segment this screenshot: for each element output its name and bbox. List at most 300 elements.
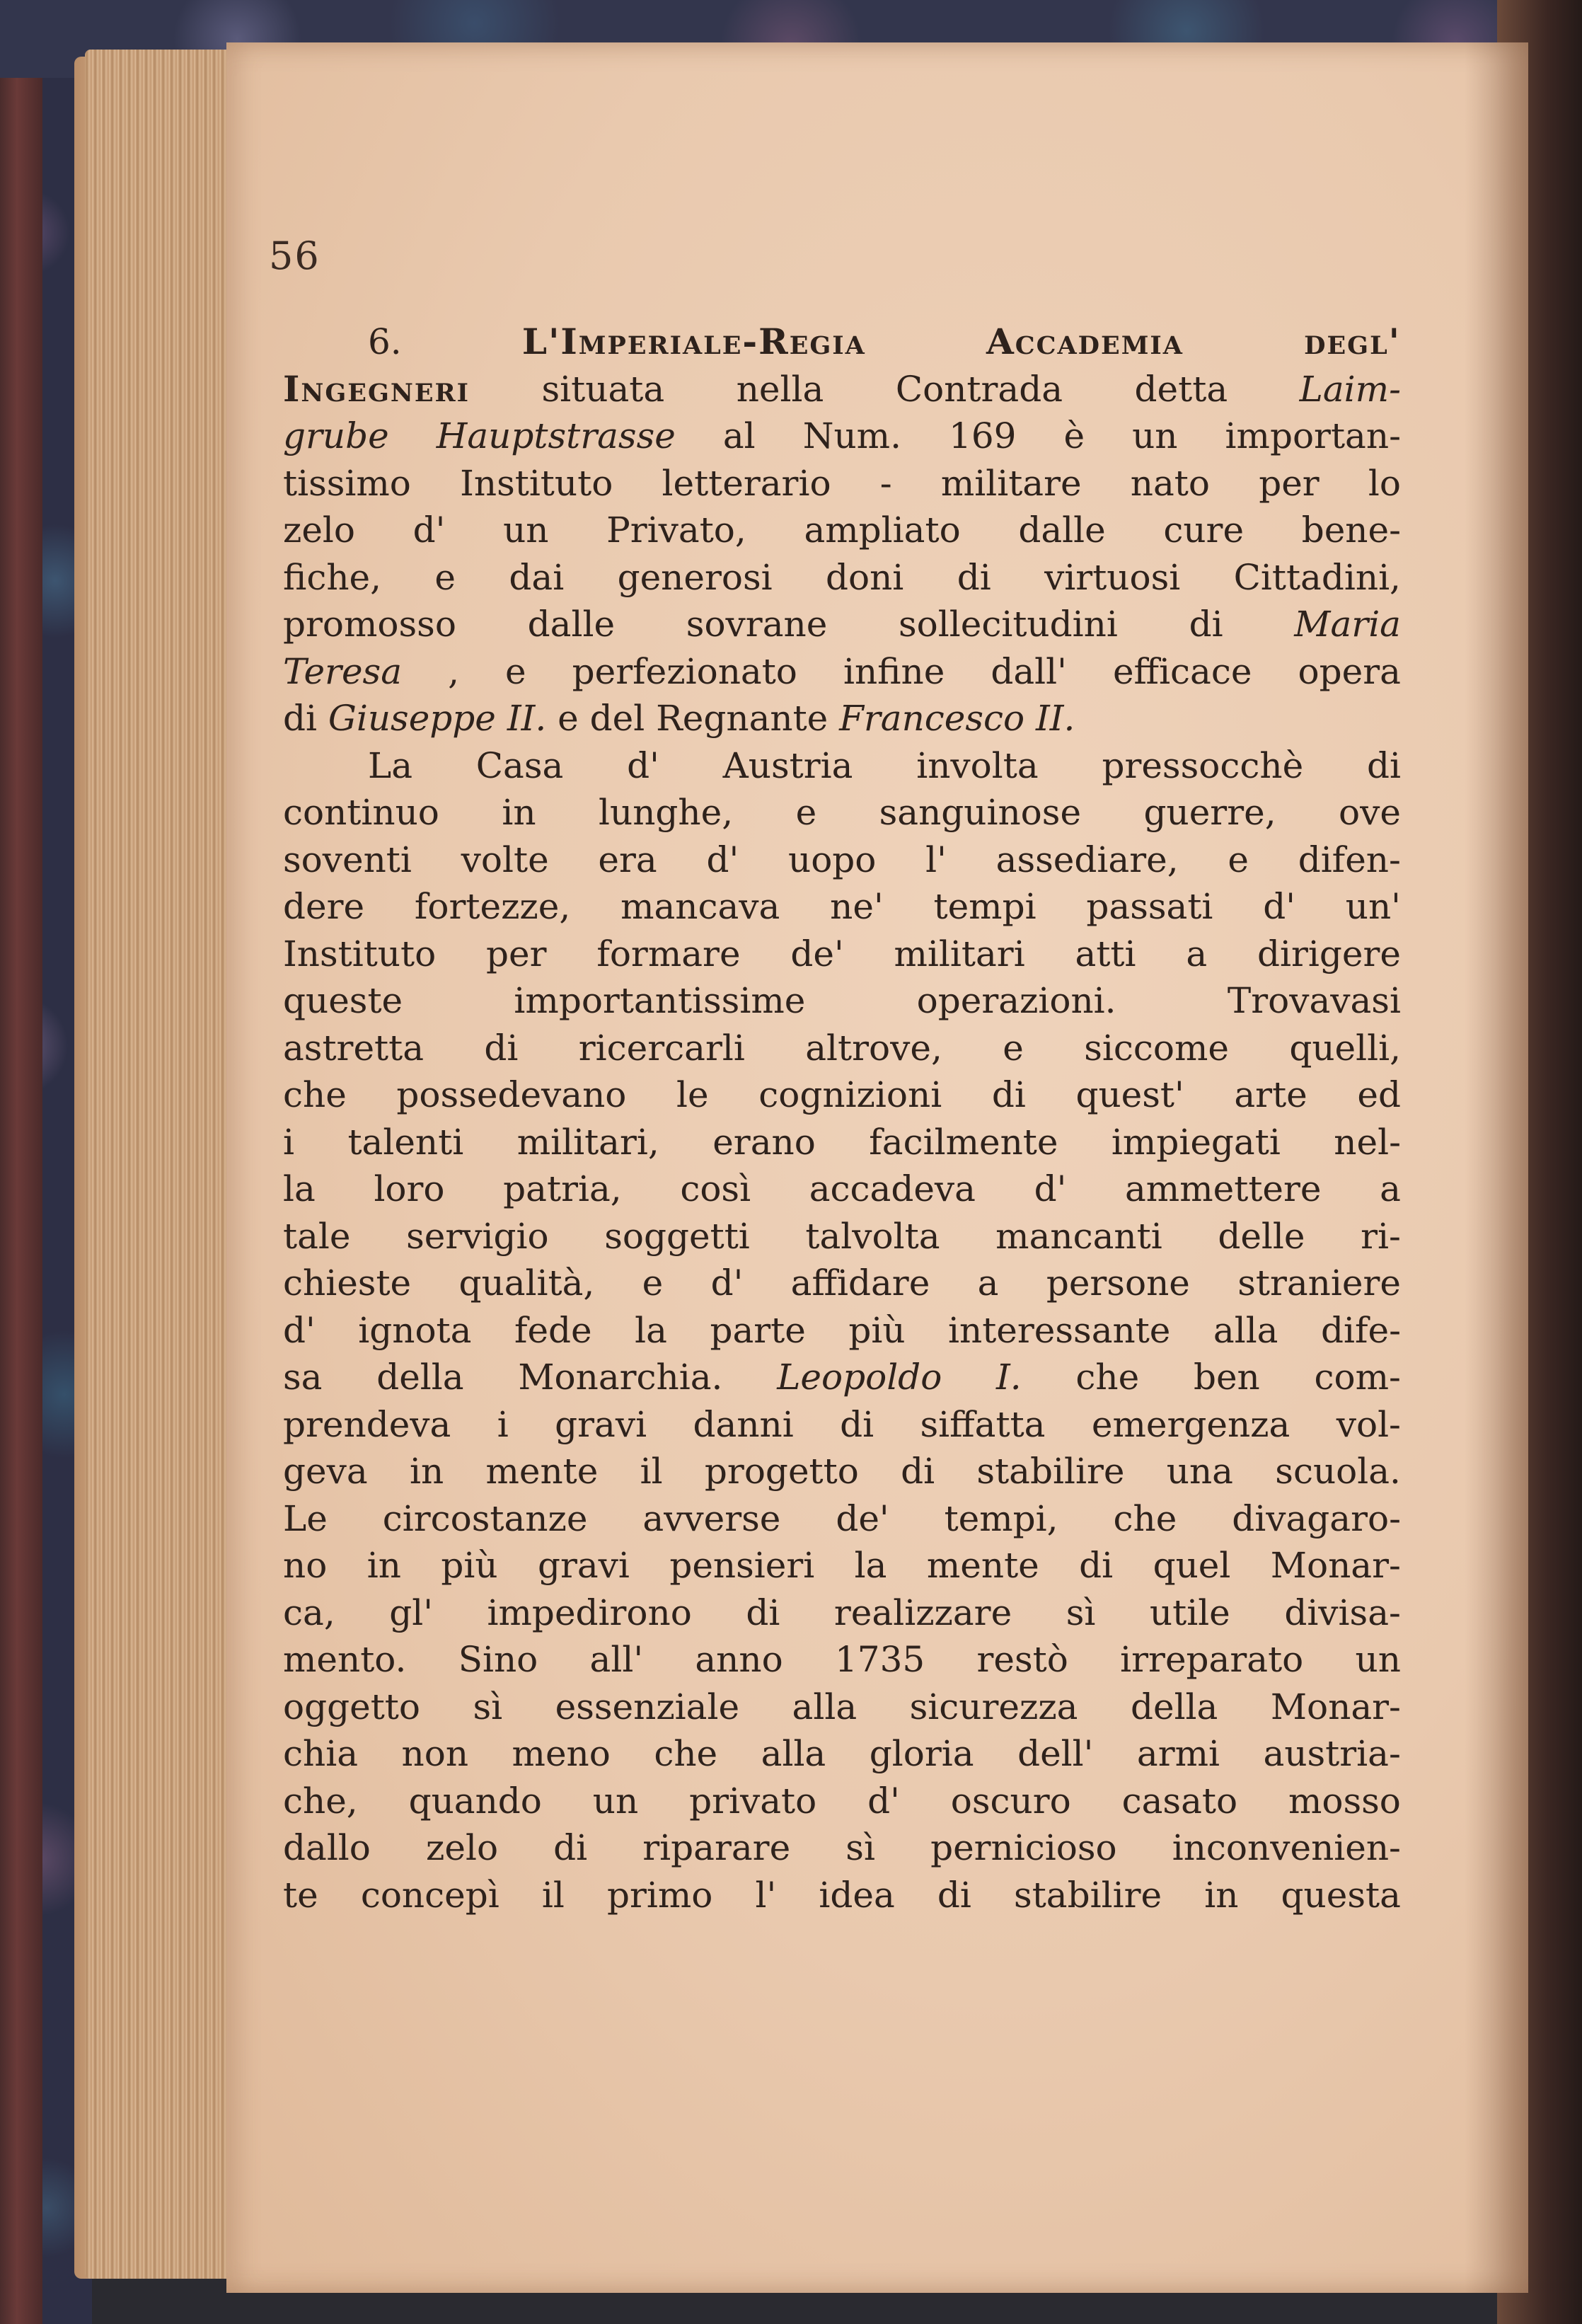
word: ne' — [830, 886, 884, 927]
word: dell' — [1017, 1733, 1094, 1774]
word: alla — [792, 1686, 858, 1727]
word: l' — [925, 839, 947, 880]
word-space — [317, 695, 328, 742]
word: privato — [689, 1780, 817, 1822]
word: sollecitudini — [899, 604, 1118, 645]
word: tempi — [933, 886, 1037, 927]
word: mento. — [283, 1639, 407, 1680]
word: di — [283, 698, 317, 739]
word: 6. — [368, 321, 402, 362]
word: cure — [1163, 510, 1245, 551]
word: dirigere — [1257, 933, 1401, 974]
word: che — [654, 1733, 718, 1774]
word: servigio — [406, 1215, 549, 1257]
word: straniere — [1237, 1262, 1401, 1304]
word: difen- — [1298, 839, 1401, 880]
word: in — [366, 1545, 401, 1586]
word: il — [640, 1451, 663, 1492]
word: che — [283, 1074, 347, 1115]
word: e — [642, 1262, 664, 1304]
word: è — [1063, 415, 1085, 456]
word: di — [991, 1074, 1026, 1115]
text-line — [283, 695, 1401, 742]
word: Le — [283, 1497, 328, 1539]
word: idea — [819, 1874, 895, 1916]
word: concepì — [360, 1874, 500, 1916]
word: quelli, — [1289, 1027, 1401, 1069]
word: d' — [627, 744, 659, 786]
text-line — [283, 1307, 1401, 1354]
word: le — [676, 1074, 709, 1115]
text-line — [283, 836, 1401, 884]
word: militari, — [516, 1121, 659, 1163]
word: d' — [283, 1309, 316, 1351]
word: - — [879, 462, 892, 504]
word: Sino — [458, 1639, 538, 1680]
word: com- — [1314, 1357, 1401, 1398]
word: assediare, — [995, 839, 1179, 880]
word: affidare — [790, 1262, 930, 1304]
word: sì — [1066, 1592, 1096, 1633]
text-line — [283, 1542, 1401, 1589]
word: un — [1355, 1639, 1401, 1680]
word: di — [1366, 744, 1401, 786]
word: uopo — [788, 839, 877, 880]
word: oscuro — [950, 1780, 1071, 1822]
text-line — [283, 1166, 1401, 1213]
text-line — [283, 1119, 1401, 1166]
word: siffatta — [920, 1403, 1046, 1445]
word: L'Imperiale-Regia — [521, 321, 866, 362]
word: Laim- — [1299, 368, 1401, 410]
word: queste — [283, 980, 403, 1021]
word: chieste — [283, 1262, 412, 1304]
text-line — [283, 1730, 1401, 1778]
word: II. — [507, 698, 547, 739]
word: Cittadini, — [1233, 556, 1401, 598]
word: ignota — [358, 1309, 472, 1351]
word: continuo — [283, 792, 439, 833]
word: promosso — [283, 604, 456, 645]
word: e — [558, 698, 579, 739]
word: e — [1228, 839, 1249, 880]
word: impiegati — [1111, 1121, 1281, 1163]
word: lunghe, — [599, 792, 734, 833]
word: un' — [1345, 886, 1401, 927]
word: altrove, — [805, 1027, 942, 1069]
word: alla — [1213, 1309, 1278, 1351]
word: Giuseppe — [328, 698, 496, 739]
word: ed — [1357, 1074, 1401, 1115]
word: i — [497, 1403, 509, 1445]
word: irreparato — [1120, 1639, 1304, 1680]
word: 1735 — [834, 1639, 925, 1680]
word: tale — [283, 1215, 351, 1257]
word: in — [409, 1451, 444, 1492]
word: sa — [283, 1357, 323, 1398]
word: facilmente — [869, 1121, 1058, 1163]
word: Num. — [802, 415, 901, 456]
word: situata — [541, 368, 665, 410]
word: di — [901, 1451, 935, 1492]
word: anno — [695, 1639, 783, 1680]
word: mosso — [1288, 1780, 1401, 1822]
word: zelo — [283, 510, 356, 551]
text-line — [283, 1589, 1401, 1637]
word: Leopoldo — [777, 1357, 942, 1398]
word: militari — [894, 933, 1025, 974]
word: possedevano — [396, 1074, 627, 1115]
text-line — [283, 883, 1401, 931]
word: divagaro- — [1232, 1497, 1401, 1539]
word: vol- — [1336, 1403, 1401, 1445]
word: era — [598, 839, 657, 880]
word: e — [1003, 1027, 1024, 1069]
word: sì — [473, 1686, 503, 1727]
word: gl' — [389, 1592, 433, 1633]
word: a — [1186, 933, 1208, 974]
word: de' — [836, 1497, 889, 1539]
word: lo — [1368, 462, 1401, 504]
word: così — [680, 1168, 751, 1209]
word: che — [1113, 1497, 1177, 1539]
word: importantissime — [514, 980, 806, 1021]
text-line — [283, 507, 1401, 554]
word: gloria — [869, 1733, 974, 1774]
word: detta — [1134, 368, 1228, 410]
word: un — [592, 1780, 639, 1822]
word: impedirono — [487, 1592, 692, 1633]
word: La — [368, 744, 413, 786]
word: armi — [1136, 1733, 1220, 1774]
word: dalle — [527, 604, 616, 645]
word: mente — [926, 1545, 1039, 1586]
word: talvolta — [805, 1215, 940, 1257]
word: Teresa — [283, 650, 403, 692]
word: Ingegneri — [283, 367, 470, 410]
word: Monar- — [1270, 1545, 1401, 1586]
word: di — [484, 1027, 519, 1069]
word: primo — [606, 1874, 713, 1916]
word: circostanze — [382, 1497, 588, 1539]
word: Accademia — [986, 321, 1184, 362]
word: delle — [1218, 1215, 1305, 1257]
word: ammettere — [1125, 1168, 1322, 1209]
word: della — [376, 1357, 464, 1398]
word: più — [441, 1545, 498, 1586]
word: l' — [755, 1874, 777, 1916]
word: utile — [1149, 1592, 1230, 1633]
word: per — [486, 933, 547, 974]
word: ove — [1339, 792, 1401, 833]
word: atti — [1075, 933, 1136, 974]
word: e — [434, 556, 456, 598]
gutter-shadow — [1465, 42, 1528, 2293]
word: fede — [514, 1309, 592, 1351]
word: no — [283, 1545, 328, 1586]
word: alla — [761, 1733, 826, 1774]
word: ri- — [1361, 1215, 1401, 1257]
text-line — [283, 1071, 1401, 1119]
word: del — [589, 698, 645, 739]
word: doni — [826, 556, 904, 598]
word: dere — [283, 886, 365, 927]
word: siccome — [1084, 1027, 1229, 1069]
word: nel- — [1334, 1121, 1401, 1163]
word: fiche, — [283, 556, 382, 598]
word: ca, — [283, 1592, 335, 1633]
word: infine — [843, 650, 945, 692]
word: Trovavasi — [1227, 980, 1401, 1021]
word: importan- — [1225, 415, 1401, 456]
word: all' — [589, 1639, 644, 1680]
text-line — [283, 1025, 1401, 1072]
word-space — [828, 695, 839, 742]
word: Maria — [1294, 604, 1401, 645]
word: casato — [1121, 1780, 1238, 1822]
text-line — [283, 1401, 1401, 1449]
word: quest' — [1075, 1074, 1184, 1115]
word: nella — [736, 368, 824, 410]
word: grube — [283, 415, 389, 456]
word: astretta — [283, 1027, 425, 1069]
text-line — [283, 601, 1401, 648]
page-number: 56 — [269, 234, 321, 278]
word: stabilire — [1014, 1874, 1162, 1916]
word: di — [937, 1874, 971, 1916]
word: militare — [940, 462, 1082, 504]
text-line — [283, 413, 1401, 460]
text-line — [283, 1448, 1401, 1495]
text-line — [283, 789, 1401, 836]
text-line — [283, 460, 1401, 507]
word: opera — [1298, 650, 1401, 692]
word: divisa- — [1284, 1592, 1401, 1633]
word: dall' — [991, 650, 1067, 692]
word: d' — [1034, 1168, 1067, 1209]
text-line — [283, 1824, 1401, 1872]
word: i — [283, 1121, 294, 1163]
word: Monar- — [1270, 1686, 1401, 1727]
word: de' — [790, 933, 844, 974]
word: essenziale — [555, 1686, 740, 1727]
word: accadeva — [809, 1168, 976, 1209]
word: tempi, — [944, 1497, 1058, 1539]
word: quel — [1153, 1545, 1231, 1586]
word: Francesco — [839, 698, 1025, 739]
word: inconvenien- — [1172, 1827, 1401, 1868]
word-space — [579, 695, 590, 742]
word: patria, — [503, 1168, 622, 1209]
word: avverse — [642, 1497, 781, 1539]
word: e — [795, 792, 817, 833]
text-line — [283, 554, 1401, 602]
page-text — [283, 318, 1401, 1919]
word: pensieri — [669, 1545, 815, 1586]
text-line — [283, 366, 1401, 413]
word: te — [283, 1874, 318, 1916]
word: interessante — [948, 1309, 1171, 1351]
word: Hauptstrasse — [436, 415, 676, 456]
text-line — [283, 1872, 1401, 1919]
word: II. — [1036, 698, 1075, 739]
word: 169 — [949, 415, 1017, 456]
word: geva — [283, 1451, 368, 1492]
word: passati — [1086, 886, 1213, 927]
word: sovrane — [686, 604, 828, 645]
word: quando — [408, 1780, 542, 1822]
word: che, — [283, 1780, 358, 1822]
text-line — [283, 1636, 1401, 1684]
word: austria- — [1263, 1733, 1401, 1774]
word: efficace — [1112, 650, 1252, 692]
word: soggetti — [604, 1215, 750, 1257]
word: realizzare — [833, 1592, 1012, 1633]
word: dalle — [1018, 510, 1106, 551]
word: di — [840, 1403, 874, 1445]
word: restò — [976, 1639, 1068, 1680]
word: nato — [1130, 462, 1211, 504]
word: oggetto — [283, 1686, 420, 1727]
word: mancanti — [995, 1215, 1162, 1257]
word: questa — [1281, 1874, 1401, 1916]
word: operazioni. — [916, 980, 1116, 1021]
word: di — [746, 1592, 780, 1633]
word: I. — [996, 1357, 1022, 1398]
word: generosi — [617, 556, 773, 598]
word: gravi — [555, 1403, 647, 1445]
word: non — [401, 1733, 469, 1774]
word: Instituto — [283, 933, 437, 974]
word: riparare — [642, 1827, 791, 1868]
word: persone — [1046, 1262, 1190, 1304]
word: mente — [485, 1451, 599, 1492]
word: guerre, — [1143, 792, 1276, 833]
word-space — [496, 695, 507, 742]
word: sanguinose — [879, 792, 1082, 833]
word: formare — [596, 933, 741, 974]
word: che — [1075, 1357, 1140, 1398]
word: un — [503, 510, 549, 551]
word: la — [854, 1545, 887, 1586]
word: in — [502, 792, 536, 833]
word: pressocchè — [1102, 744, 1304, 786]
word: in — [1204, 1874, 1239, 1916]
word: sì — [845, 1827, 875, 1868]
word-space — [1024, 695, 1036, 742]
word: di — [1079, 1545, 1114, 1586]
word: d' — [412, 510, 446, 551]
text-line — [283, 1684, 1401, 1731]
word: Instituto — [460, 462, 613, 504]
word: ben — [1193, 1357, 1260, 1398]
word: Austria — [722, 744, 853, 786]
word: il — [541, 1874, 565, 1916]
text-line — [283, 742, 1401, 790]
word: virtuosi — [1044, 556, 1181, 598]
text-line — [283, 1213, 1401, 1260]
text-line — [283, 1778, 1401, 1825]
word: tissimo — [283, 462, 411, 504]
word: dai — [509, 556, 565, 598]
word: progetto — [704, 1451, 859, 1492]
word: prendeva — [283, 1403, 451, 1445]
word: un — [1132, 415, 1178, 456]
word: danni — [693, 1403, 794, 1445]
word: una — [1166, 1451, 1233, 1492]
word: di — [1189, 604, 1223, 645]
word: Privato, — [606, 510, 746, 551]
word: emergenza — [1091, 1403, 1291, 1445]
word: a — [1380, 1168, 1401, 1209]
word: d' — [706, 839, 739, 880]
page-stack-edges — [85, 50, 248, 2279]
word: stabilire — [976, 1451, 1125, 1492]
text-line — [283, 931, 1401, 978]
word: di — [553, 1827, 588, 1868]
word: parte — [710, 1309, 806, 1351]
text-line — [283, 977, 1401, 1025]
word: ampliato — [804, 510, 961, 551]
word: zelo — [426, 1827, 499, 1868]
word: per — [1259, 462, 1320, 504]
word: soventi — [283, 839, 412, 880]
text-line — [283, 1260, 1401, 1307]
word: talenti — [347, 1121, 464, 1163]
word: sicurezza — [909, 1686, 1078, 1727]
word: degl' — [1304, 321, 1401, 362]
word: , — [448, 650, 459, 692]
word: erano — [712, 1121, 816, 1163]
word: dallo — [283, 1827, 371, 1868]
word: meno — [512, 1733, 611, 1774]
word: a — [977, 1262, 999, 1304]
word: più — [848, 1309, 906, 1351]
word: chia — [283, 1733, 359, 1774]
word: d' — [1263, 886, 1295, 927]
word: pernicioso — [930, 1827, 1117, 1868]
word: scuola. — [1275, 1451, 1401, 1492]
text-line — [283, 1495, 1401, 1543]
text-line — [283, 318, 1401, 366]
word: loro — [374, 1168, 445, 1209]
word: letterario — [662, 462, 831, 504]
word-space — [645, 695, 656, 742]
word: della — [1130, 1686, 1218, 1727]
word: gravi — [537, 1545, 630, 1586]
word: cognizioni — [758, 1074, 942, 1115]
word: arte — [1234, 1074, 1307, 1115]
word: dife- — [1320, 1309, 1401, 1351]
word: Monarchia. — [518, 1357, 723, 1398]
word: Contrada — [895, 368, 1063, 410]
text-line — [283, 648, 1401, 696]
word: d' — [710, 1262, 744, 1304]
word: bene- — [1301, 510, 1401, 551]
word-space — [546, 695, 558, 742]
word: involta — [916, 744, 1039, 786]
word: perfezionato — [572, 650, 797, 692]
word: ricercarli — [578, 1027, 745, 1069]
word: volte — [461, 839, 549, 880]
text-line — [283, 1354, 1401, 1401]
word: mancava — [620, 886, 780, 927]
word: al — [722, 415, 756, 456]
word: Casa — [475, 744, 564, 786]
word: Regnante — [656, 698, 828, 739]
word: fortezze, — [414, 886, 571, 927]
word: la — [635, 1309, 667, 1351]
